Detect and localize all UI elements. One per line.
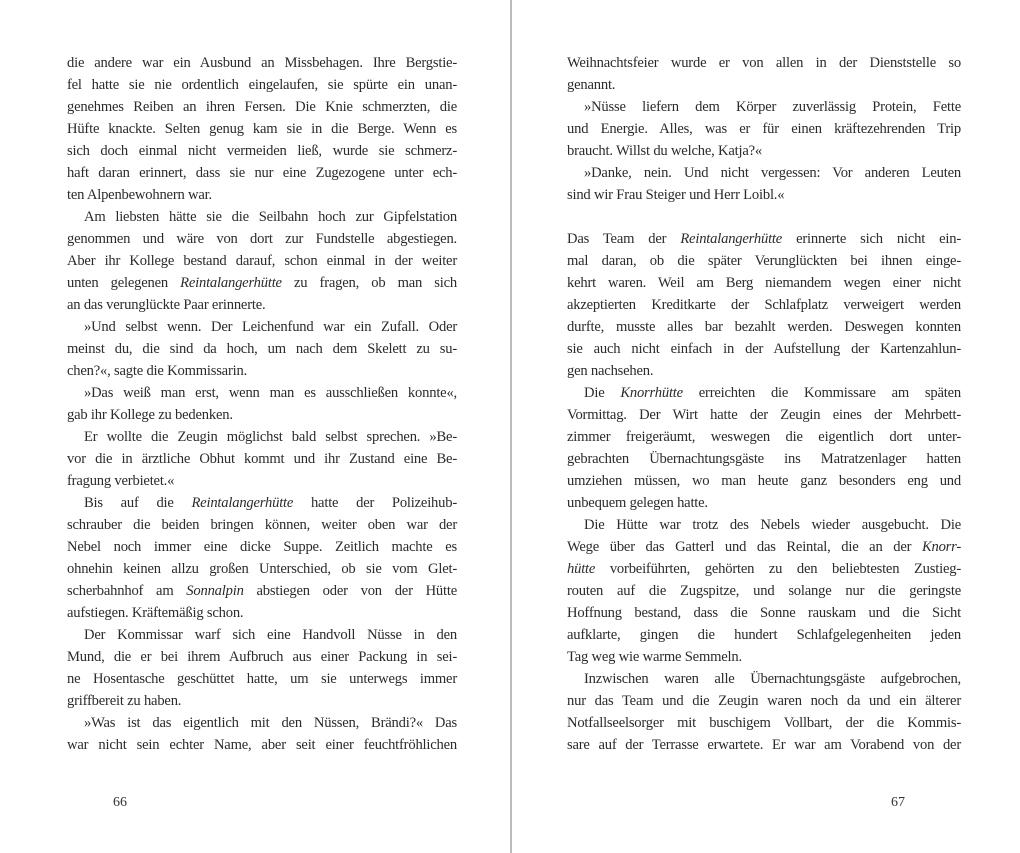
text-line: zimmer freigeräumt, weswegen die eigentlich dort unter- [567, 429, 961, 445]
text-line: Hoffnung bestand, dass die Sonne rauskam und die Sicht [567, 605, 961, 621]
text-line: aufstiegen. Kräftemäßig schon. [67, 605, 244, 621]
text-line: haft daran erinnert, dass sie nur eine Zugezogene unter ech- [67, 165, 457, 181]
text-line: fel hatte sie nie ordentlich eingelaufen, sie spürte ein unan- [67, 77, 457, 93]
text-line: und Energie. Alles, was er für einen kräftezehrenden Trip [567, 121, 961, 137]
text-line: »Das weiß man erst, wenn man es ausschließen konnte«, [84, 385, 457, 401]
text-line: ne Hosentasche geschüttet hatte, um sie unterwegs immer [67, 671, 457, 687]
text-line: war nicht sein echter Name, aber seit einer feuchtfröhlichen [67, 737, 457, 753]
text-line: Aber ihr Kollege bestand darauf, schon einmal in der weiter [67, 253, 457, 269]
text-line: Die Hütte war trotz des Nebels wieder ausgebucht. Die [584, 517, 961, 533]
text-line: Weihnachtsfeier wurde er von allen in der Dienststelle so [567, 55, 961, 71]
page-number: 67 [891, 795, 905, 810]
text-line: aufklarte, gingen die hundert Schlafgelegenheiten jeden [567, 627, 961, 643]
text-line: vor die in ärztliche Obhut kommt und ihr Zustand eine Be- [67, 451, 457, 467]
text-line: sich doch einmal nicht vermeiden ließ, wurde sie schmerz- [67, 143, 457, 159]
text-line: Das Team der Reintalangerhütte erinnerte sich nicht ein- [567, 231, 961, 247]
text-line: braucht. Willst du welche, Katja?« [567, 143, 762, 159]
text-line: »Nüsse liefern dem Körper zuverlässig Protein, Fette [584, 99, 961, 115]
text-line: Er wollte die Zeugin möglichst bald selbst sprechen. »Be- [84, 429, 457, 445]
text-line: Am liebsten hätte sie die Seilbahn hoch zur Gipfelstation [84, 209, 457, 225]
text-line: Nebel noch immer eine dicke Suppe. Zeitlich machte es [67, 539, 457, 555]
text-line: die andere war ein Ausbund an Missbehagen. Ihre Bergstie- [67, 55, 457, 71]
text-line: Hüfte knackte. Selten genug kam sie in die Berge. Wenn es [67, 121, 457, 137]
text-line: ohnehin keinen allzu großen Unterschied, ob sie vom Glet- [67, 561, 457, 577]
text-line: gab ihr Kollege zu bedenken. [67, 407, 233, 423]
text-line: an das verunglückte Paar erinnerte. [67, 297, 266, 313]
text-line: genommen und wäre von dort zur Fundstelle abgestiegen. [67, 231, 457, 247]
text-line: griffbereit zu haben. [67, 693, 182, 709]
text-line: schrauber die beiden bringen können, weiter oben war der [67, 517, 457, 533]
text-line: meinst du, die sind da hoch, um nach dem Skelett zu su- [67, 341, 457, 357]
text-line: chen?«, sagte die Kommissarin. [67, 363, 248, 379]
text-line: sind wir Frau Steiger und Herr Loibl.« [567, 187, 785, 203]
text-line: nur das Team und die Zeugin waren noch da und ein älterer [567, 693, 961, 709]
text-line: scherbahnhof am Sonnalpin abstiegen oder von der Hütte [67, 583, 457, 599]
text-line: sare auf der Terrasse erwartete. Er war am Vorabend von der [567, 737, 961, 753]
page-text [67, 52, 457, 756]
text-line: ten Alpenbewohnern war. [67, 187, 212, 203]
text-line: Mund, die er bei ihrem Aufbruch aus einer Packung in sei- [67, 649, 457, 665]
text-line: fragung verbietet.« [67, 473, 175, 489]
text-line: genehmes Reiben an ihren Fersen. Die Knie schmerzten, die [67, 99, 457, 115]
text-line: gen nachsehen. [567, 363, 654, 379]
text-line: Inzwischen waren alle Übernachtungsgäste aufgebrochen, [584, 671, 961, 687]
text-line: Notfallseelsorger mit buschigem Vollbart, der die Kommis- [567, 715, 961, 731]
text-line: umziehen müssen, wo man heute ganz besonders eng und [567, 473, 961, 489]
text-line: hütte vorbeiführten, gehörten zu den beliebtesten Zustieg- [567, 561, 961, 577]
page-number: 66 [113, 795, 127, 810]
text-line: Tag weg wie warme Semmeln. [567, 649, 742, 665]
text-line: »Und selbst wenn. Der Leichenfund war ein Zufall. Oder [84, 319, 457, 335]
text-line: sie auch nicht einfach in der Aufstellung der Kartenzahlun- [567, 341, 961, 357]
text-line: »Was ist das eigentlich mit den Nüssen, Brändi?« Das [84, 715, 457, 731]
text-line: Vormittag. Der Wirt hatte der Zeugin eines der Mehrbett- [567, 407, 961, 423]
text-line: unbequem gelegen hatte. [567, 495, 708, 511]
text-line: routen auf die Zugspitze, und solange nur die geringste [567, 583, 961, 599]
text-line: Wege über das Gatterl und das Reintal, die an der Knorr- [567, 539, 961, 555]
page-right[interactable] [512, 0, 1020, 853]
text-line: durfte, musste alles bar bezahlt werden. Deswegen konnten [567, 319, 961, 335]
text-line: akzeptierten Kreditkarte der Schlafplatz verweigert werden [567, 297, 961, 313]
text-line: Der Kommissar warf sich eine Handvoll Nüsse in den [84, 627, 457, 643]
text-line: mal daran, ob die später Verunglückten bei ihnen einge- [567, 253, 961, 269]
text-line: »Danke, nein. Und nicht vergessen: Vor anderen Leuten [584, 165, 961, 181]
text-line: Bis auf die Reintalangerhütte hatte der Polizeihub- [84, 495, 457, 511]
text-line: gebrachten Übernachtungsgäste ins Matratzenlager hatten [567, 451, 961, 467]
text-line: kehrt waren. Weil am Berg niemandem wegen einer nicht [567, 275, 961, 291]
text-line: Die Knorrhütte erreichten die Kommissare am späten [584, 385, 961, 401]
text-line: genannt. [567, 77, 616, 93]
page-text [567, 52, 961, 756]
text-line: unten gelegenen Reintalangerhütte zu fragen, ob man sich [67, 275, 458, 291]
